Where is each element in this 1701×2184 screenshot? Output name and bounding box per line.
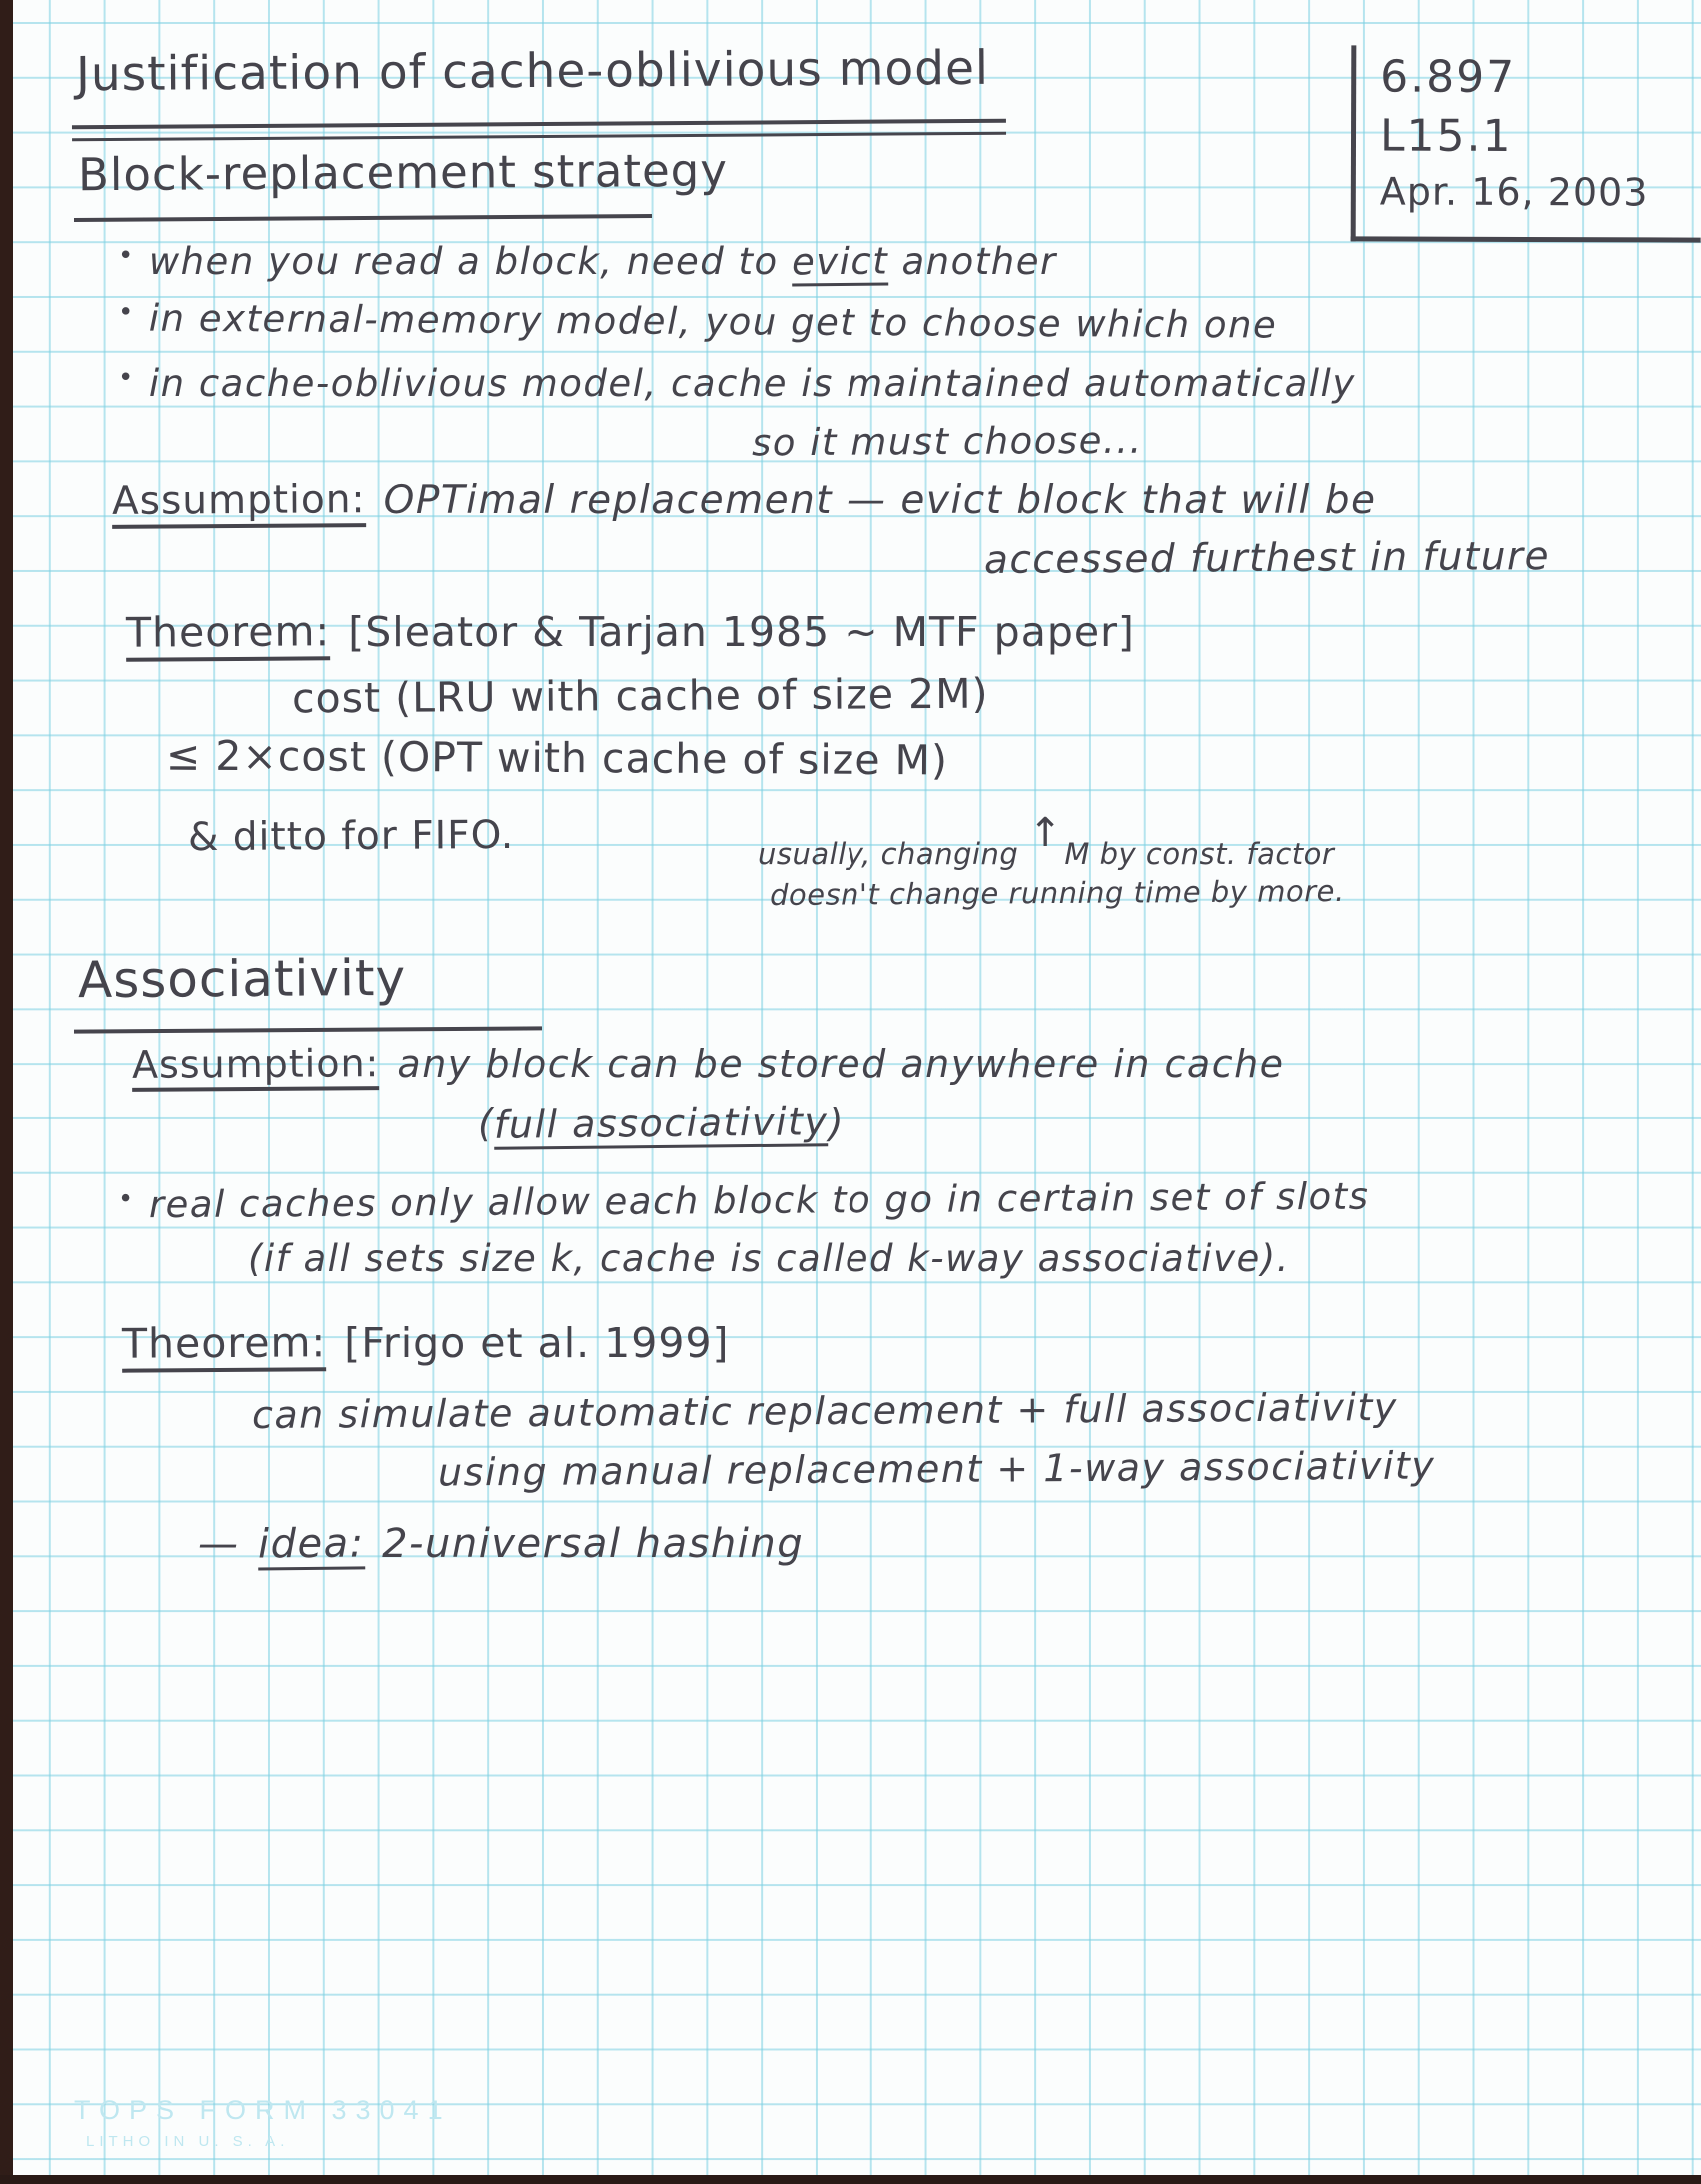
idea-dash: — xyxy=(198,1521,240,1567)
bullet-item-cache-oblivious xyxy=(118,362,1356,405)
litho-print: LITHO IN U. S. A. xyxy=(86,2133,290,2150)
up-arrow-icon: ↑ xyxy=(1028,810,1063,856)
scan-edge-left xyxy=(0,0,13,2184)
note-text: usually, changing xyxy=(758,837,1019,871)
form-number-print: TOPS FORM 33041 xyxy=(74,2095,452,2125)
theorem-simulate-line: can simulate automatic replacement + full associativity xyxy=(251,1384,1398,1438)
idea-line xyxy=(198,1521,804,1570)
evict-underlined: evict xyxy=(792,239,889,286)
assumption-continuation: accessed furthest in future xyxy=(983,534,1551,583)
section-heading-associativity: Associativity xyxy=(77,948,407,1010)
margin-note-line2: doesn't change running time by more. xyxy=(769,873,1345,913)
bullet-text: when you read a block, need to xyxy=(148,240,792,283)
assumption-line-optimal xyxy=(112,478,1376,528)
theorem-line-sleator-tarjan xyxy=(126,608,1135,661)
margin-note-line1 xyxy=(758,810,1335,874)
scan-edge-bottom xyxy=(0,2175,1701,2184)
theorem-citation: [Sleator & Tarjan 1985 ~ MTF paper] xyxy=(348,608,1135,656)
paren-open: ( xyxy=(478,1101,495,1145)
bullet-item-read-block xyxy=(118,240,1057,286)
theorem-line-frigo xyxy=(122,1319,730,1372)
bullet-text: in cache-oblivious model, cache is maintained automatically xyxy=(148,362,1356,405)
bullet-marker: • xyxy=(117,1184,135,1215)
bullet-continuation: (if all sets size k, cache is called k-way associative). xyxy=(248,1237,1290,1280)
bullet-item-real-caches xyxy=(118,1175,1370,1227)
idea-text: 2-universal hashing xyxy=(382,1521,805,1567)
assumption-label: Assumption: xyxy=(132,1041,380,1092)
lecture-number: L15.1 xyxy=(1379,110,1513,162)
assumption-text: OPTimal replacement — evict block that will be xyxy=(383,478,1377,523)
theorem-label: Theorem: xyxy=(126,607,331,661)
title-double-underline xyxy=(72,119,1006,142)
theorem-cost-lru: cost (LRU with cache of size 2M) xyxy=(291,669,989,723)
header-box xyxy=(1351,45,1701,242)
theorem-label: Theorem: xyxy=(122,1318,327,1372)
bullet-text: in external-memory model, you get to choose which one xyxy=(148,296,1278,347)
bullet-text-cont: another xyxy=(888,240,1057,283)
paren-close: ) xyxy=(828,1101,846,1145)
bullet-item-external-memory xyxy=(118,296,1278,346)
bullet-continuation: so it must choose... xyxy=(751,418,1143,465)
theorem-manual-line: using manual replacement + 1-way associativity xyxy=(437,1443,1436,1495)
bullet-marker: • xyxy=(118,363,135,393)
heading-underline xyxy=(74,1026,542,1033)
assumption-label: Assumption: xyxy=(112,477,366,529)
bullet-marker: • xyxy=(118,241,135,271)
assumption-text: any block can be stored anywhere in cache xyxy=(397,1042,1285,1086)
theorem-citation: [Frigo et al. 1999] xyxy=(344,1319,730,1367)
bullet-marker: • xyxy=(117,297,135,328)
section-heading-block-replacement: Block-replacement strategy xyxy=(77,143,729,202)
full-associativity-underlined: full associativity xyxy=(494,1099,829,1149)
course-number: 6.897 xyxy=(1380,51,1517,103)
theorem-cost-opt: ≤ 2×cost (OPT with cache of size M) xyxy=(165,731,949,785)
note-text-cont: M by const. factor xyxy=(1064,837,1335,871)
idea-label-underlined: idea: xyxy=(257,1520,364,1570)
bullet-text: real caches only allow each block to go in certain set of slots xyxy=(148,1174,1370,1227)
assumption-line-any-block xyxy=(132,1042,1285,1091)
heading-underline xyxy=(74,214,652,222)
theorem-ditto-fifo: & ditto for FIFO. xyxy=(187,812,515,861)
full-associativity-paren xyxy=(478,1101,845,1148)
lecture-date: Apr. 16, 2003 xyxy=(1379,169,1649,215)
page-title: Justification of cache-oblivious model xyxy=(75,40,990,103)
